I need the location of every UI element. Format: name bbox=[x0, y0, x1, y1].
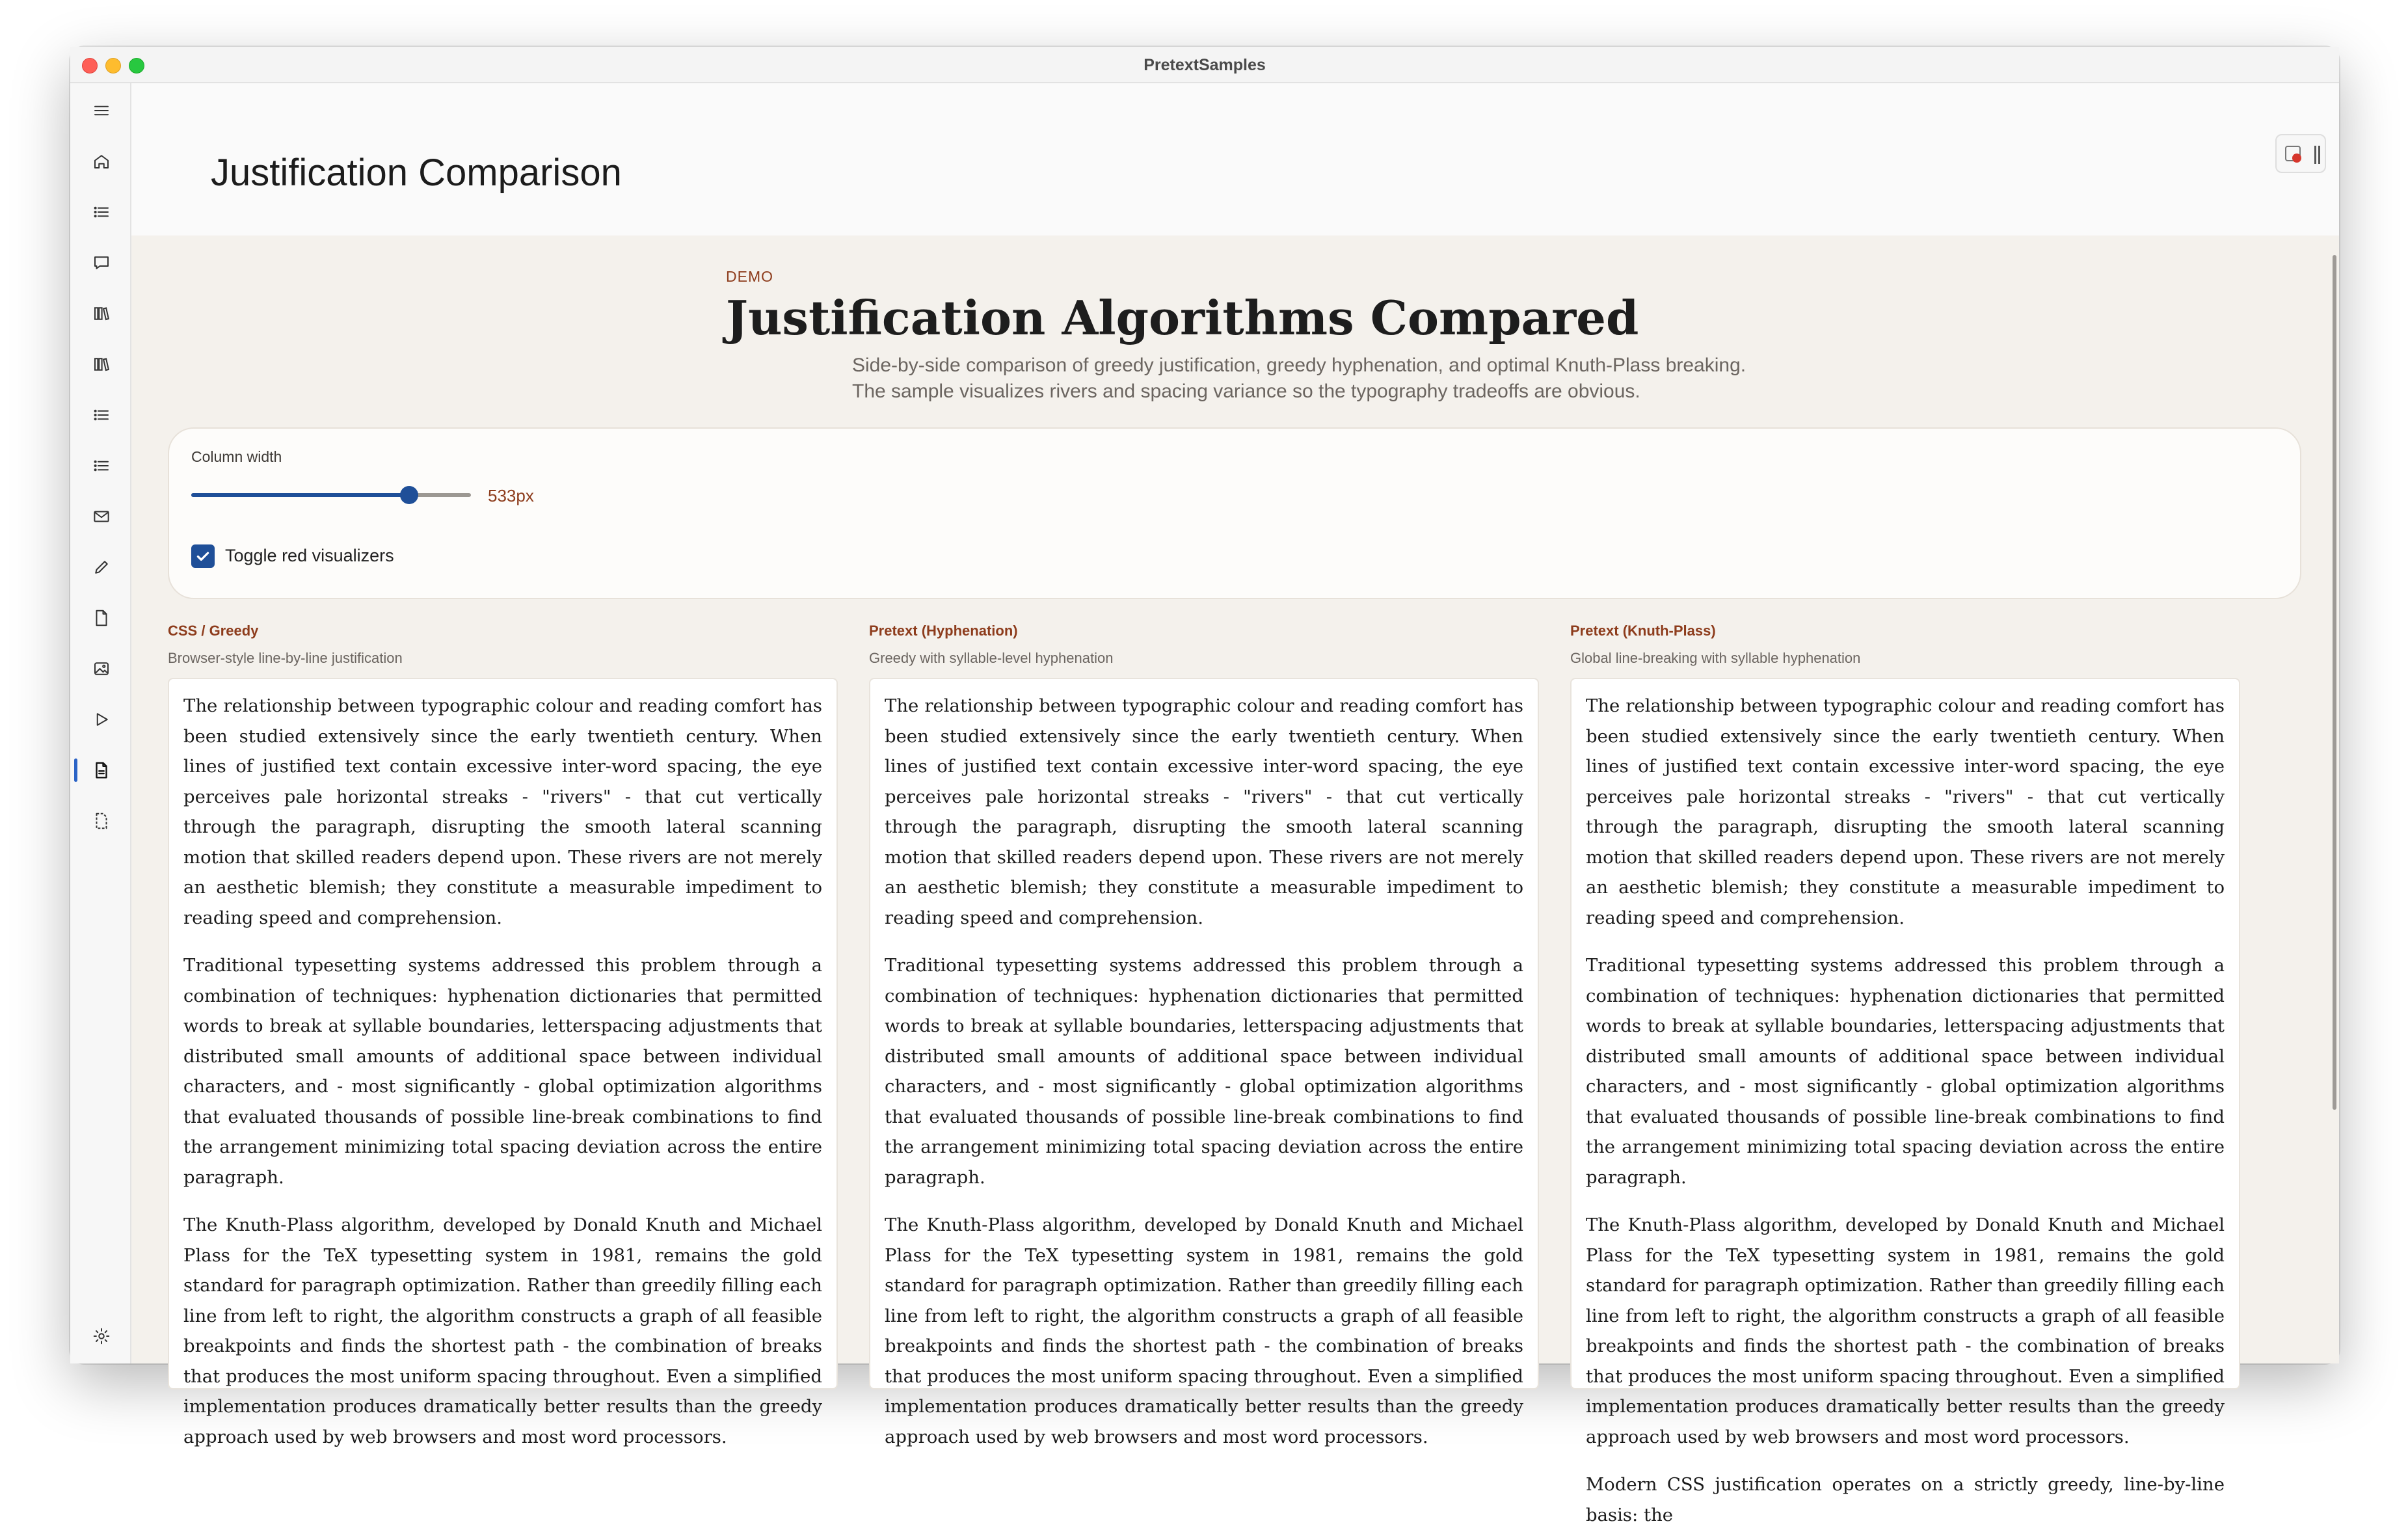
paragraph: The relationship between typographic colour and reading comfort has been studied extensively since the early twentieth century. When lines of justified text contain excessive inter-word spacing, the eye perceives pale horizontal streaks - "rivers" - that cut vertically through the paragraph, disrupting the smooth lateral scanning motion that skilled readers depend upon. These rivers are not merely an aesthetic blemish; they constitute a measurable impediment to reading speed and comprehension. bbox=[183, 695, 822, 928]
text-panel-greedy bbox=[168, 678, 838, 1447]
window-title: PretextSamples bbox=[1144, 56, 1266, 74]
books-icon[interactable] bbox=[90, 302, 113, 325]
hero-description: Side-by-side comparison of greedy justification, greedy hyphenation, and optimal Knuth-Plass breaking. The sample visualizes rivers and spacing variance so the typography tradeoffs are obvious. bbox=[852, 355, 1746, 402]
page-title: Justification Comparison bbox=[211, 152, 622, 194]
active-indicator bbox=[74, 758, 77, 782]
pencil-icon[interactable] bbox=[90, 556, 113, 579]
play-icon[interactable] bbox=[90, 708, 113, 731]
hero-title: Justification Algorithms Compared bbox=[726, 290, 1639, 345]
paragraph: Traditional typesetting systems addressed this problem through a combination of techniques: hyphenation dictionaries that permitted words to break at syllable boundaries, letterspacing adjustments that distributed small amounts of additional space between individual characters, and - most significantly - global optimization algorithms that evaluated thousands of possible line-break combinations to find the arrangement minimizing total spacing deviation across the entire paragraph. bbox=[1586, 955, 2225, 1188]
text-panel-knuth-plass bbox=[1570, 678, 2240, 1525]
slider-fill bbox=[191, 493, 409, 497]
column-subheading-knuth-plass: Global line-breaking with syllable hyphenation bbox=[1570, 650, 1861, 666]
mail-icon[interactable] bbox=[90, 505, 113, 528]
paragraph: Traditional typesetting systems addressed this problem through a combination of techniques: hyphenation dictionaries that permitted words to break at syllable boundaries, letterspacing adjustments that distributed small amounts of additional space between individual characters, and - most significantly - global optimization algorithms that evaluated thousands of possible line-break combinations to find the arrangement minimizing total spacing deviation across the entire paragraph. bbox=[885, 955, 1523, 1188]
record-button[interactable] bbox=[2275, 134, 2326, 173]
books-alt-icon[interactable] bbox=[90, 353, 113, 376]
paragraph: The Knuth-Plass algorithm, developed by Donald Knuth and Michael Plass for the TeX typesetting system in 1981, remains the gold standard for paragraph optimization. Rather than greedily filling each line from left to right, the algorithm constructs a graph of all feasible breakpoints and finds the shortest path - the combination of breaks that produces the most uniform spacing throughout. Even a simplified implementation produces dramatically better results than the greedy approach used by web browsers and most word processors. bbox=[183, 1215, 822, 1447]
list-small-icon[interactable] bbox=[90, 454, 113, 477]
chat-bubble-icon[interactable] bbox=[90, 251, 113, 275]
document-icon[interactable] bbox=[90, 606, 113, 630]
content-area bbox=[131, 235, 2339, 1525]
title-bar bbox=[70, 47, 2339, 83]
gear-icon[interactable] bbox=[90, 1324, 113, 1348]
paragraph: The Knuth-Plass algorithm, developed by Donald Knuth and Michael Plass for the TeX typesetting system in 1981, remains the gold standard for paragraph optimization. Rather than greedily filling each line from left to right, the algorithm constructs a graph of all feasible breakpoints and finds the shortest path - the combination of breaks that produces the most uniform spacing throughout. Even a simplified implementation produces dramatically better results than the greedy approach used by web browsers and most word processors. bbox=[1586, 1215, 2225, 1447]
column-width-value: 533px bbox=[488, 486, 534, 505]
eyebrow-label: DEMO bbox=[726, 268, 773, 285]
column-heading-hyphenation: Pretext (Hyphenation) bbox=[869, 623, 1018, 639]
document-active-icon[interactable] bbox=[90, 758, 113, 782]
scrollbar[interactable] bbox=[2333, 255, 2336, 1110]
app-window bbox=[70, 47, 2339, 1525]
document-dashed-icon[interactable] bbox=[90, 809, 113, 833]
column-subheading-greedy: Browser-style line-by-line justification bbox=[168, 650, 403, 666]
toggle-visualizers-checkbox[interactable] bbox=[191, 544, 215, 568]
paragraph: The Knuth-Plass algorithm, developed by Donald Knuth and Michael Plass for the TeX typesetting system in 1981, remains the gold standard for paragraph optimization. Rather than greedily filling each line from left to right, the algorithm constructs a graph of all feasible breakpoints and finds the shortest path - the combination of breaks that produces the most uniform spacing throughout. Even a simplified implementation produces dramatically better results than the greedy approach used by web browsers and most word processors. bbox=[885, 1215, 1523, 1447]
toggle-visualizers-label: Toggle red visualizers bbox=[225, 546, 394, 565]
controls-card bbox=[168, 427, 2301, 599]
slider-thumb[interactable] bbox=[400, 486, 418, 504]
column-heading-greedy: CSS / Greedy bbox=[168, 623, 259, 639]
paragraph: Modern CSS justification operates on a strictly greedy, line-by-line basis: the bbox=[1586, 1474, 2225, 1525]
checkmark-icon bbox=[194, 548, 211, 565]
home-icon[interactable] bbox=[90, 150, 113, 173]
paragraph: Traditional typesetting systems addressed this problem through a combination of techniques: hyphenation dictionaries that permitted words to break at syllable boundaries, letterspacing adjustments that distributed small amounts of additional space between individual characters, and - most significantly - global optimization algorithms that evaluated thousands of possible line-break combinations to find the arrangement minimizing total spacing deviation across the entire paragraph. bbox=[183, 955, 822, 1188]
sidebar bbox=[70, 83, 131, 1363]
column-width-slider[interactable] bbox=[191, 493, 471, 497]
column-width-label: Column width bbox=[191, 448, 282, 465]
list-icon[interactable] bbox=[90, 200, 113, 224]
column-subheading-hyphenation: Greedy with syllable-level hyphenation bbox=[869, 650, 1114, 666]
column-heading-knuth-plass: Pretext (Knuth-Plass) bbox=[1570, 623, 1716, 639]
image-icon[interactable] bbox=[90, 657, 113, 680]
paragraph: The relationship between typographic colour and reading comfort has been studied extensively since the early twentieth century. When lines of justified text contain excessive inter-word spacing, the eye perceives pale horizontal streaks - "rivers" - that cut vertically through the paragraph, disrupting the smooth lateral scanning motion that skilled readers depend upon. These rivers are not merely an aesthetic blemish; they constitute a measurable impediment to reading speed and comprehension. bbox=[885, 695, 1523, 928]
text-panel-hyphenation bbox=[869, 678, 1539, 1447]
menu-icon[interactable] bbox=[90, 99, 113, 122]
list-alt-icon[interactable] bbox=[90, 403, 113, 427]
paragraph: The relationship between typographic colour and reading comfort has been studied extensively since the early twentieth century. When lines of justified text contain excessive inter-word spacing, the eye perceives pale horizontal streaks - "rivers" - that cut vertically through the paragraph, disrupting the smooth lateral scanning motion that skilled readers depend upon. These rivers are not merely an aesthetic blemish; they constitute a measurable impediment to reading speed and comprehension. bbox=[1586, 695, 2225, 928]
